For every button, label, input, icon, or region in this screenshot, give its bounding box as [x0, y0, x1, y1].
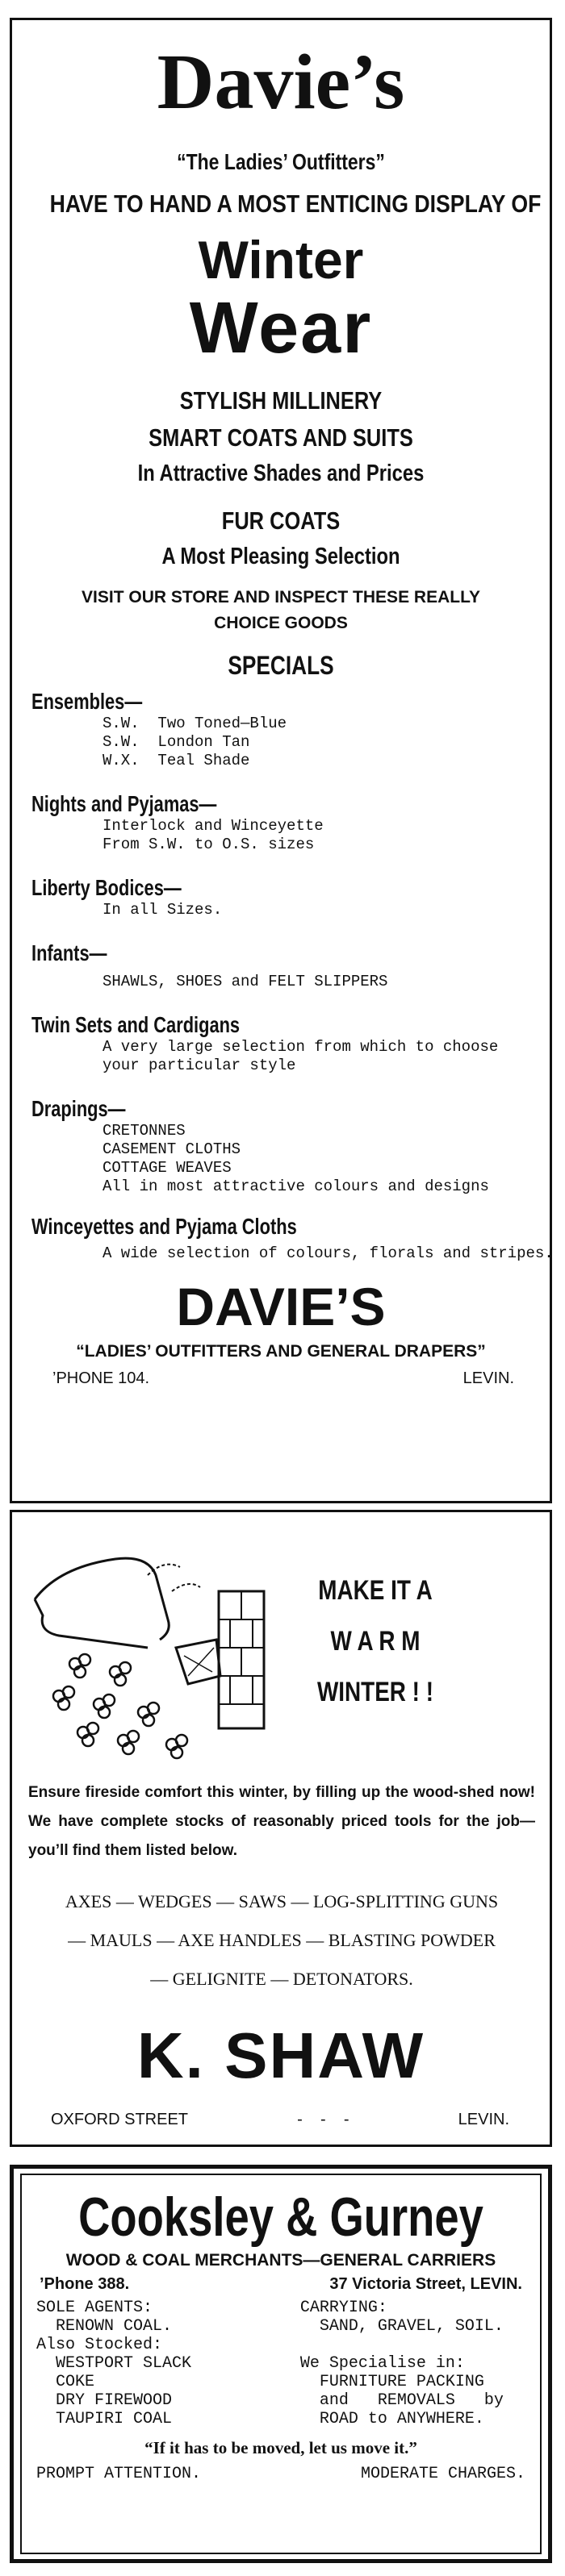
category-name: Infants—	[31, 940, 107, 965]
special-category	[31, 1214, 554, 1263]
category-line: W.X. Teal Shade	[103, 752, 250, 769]
davies-visit: VISIT OUR STORE AND INSPECT THESE REALLY	[82, 588, 480, 606]
special-category	[31, 1096, 550, 1196]
shaw-advert	[10, 1510, 552, 2147]
cooksley-footer-row	[36, 2465, 525, 2483]
shaw-body: Ensure fireside comfort this winter, by filling up the wood-shed now! We have complete stocks of reasonably priced tools for the job—you’ll find them listed below.	[28, 1784, 535, 1859]
davies-feature: In Attractive Shades and Prices	[137, 461, 425, 486]
sleeve-shape	[176, 1640, 220, 1684]
category-line: A wide selection of colours, florals and stripes.	[103, 1244, 554, 1262]
category-line: SHAWLS, SHOES and FELT SLIPPERS	[103, 973, 388, 990]
tools-line: — MAULS — AXE HANDLES — BLASTING POWDER	[68, 1930, 496, 1950]
special-category	[31, 875, 550, 919]
davies-wear: Wear	[189, 288, 373, 369]
shaw-town: LEVIN.	[458, 2111, 509, 2128]
category-line: S.W. Two Toned—Blue	[103, 715, 287, 732]
category-name: Twin Sets and Cardigans	[31, 1012, 241, 1037]
davies-title: Davie’s	[157, 39, 405, 126]
davies-visit-2: CHOICE GOODS	[214, 614, 348, 632]
davies-winter: Winter	[198, 230, 364, 290]
arm-shape	[35, 1599, 148, 1648]
hand-cuff-shape	[35, 1558, 169, 1640]
davies-footer-tagline: “LADIES’ OUTFITTERS AND GENERAL DRAPERS”	[76, 1342, 486, 1361]
davies-feature: SMART COATS AND SUITS	[149, 423, 413, 452]
special-category	[31, 791, 550, 854]
shaw-headline-line: W A R M	[330, 1626, 421, 1657]
left-line: Also Stocked:	[36, 2336, 163, 2354]
shaw-street: OXFORD STREET	[51, 2111, 189, 2128]
left-line: RENOWN COAL.	[36, 2317, 173, 2336]
shaw-headline	[287, 1575, 464, 1708]
category-line: A very large selection from which to choose	[103, 1038, 499, 1056]
right-line: FURNITURE PACKING	[299, 2373, 484, 2391]
shaw-tools	[23, 1891, 540, 1990]
davies-specials-list	[31, 689, 554, 1263]
shaw-footer-row	[51, 2111, 509, 2129]
davies-footer-name: DAVIE’S	[176, 1277, 386, 1336]
shaw-headline-line: WINTER ! !	[316, 1677, 434, 1707]
tools-line: AXES — WEDGES — SAWS — LOG-SPLITTING GUNS	[65, 1891, 499, 1911]
category-line: CASEMENT CLOTHS	[103, 1140, 241, 1158]
right-line: ROAD to ANYWHERE.	[299, 2410, 484, 2428]
shaw-name: K. SHAW	[136, 2020, 425, 2091]
left-line: DRY FIREWOOD	[36, 2391, 173, 2410]
cooksley-slogan: “If it has to be moved, let us move it.”	[144, 2438, 417, 2457]
category-line: From S.W. to O.S. sizes	[103, 836, 315, 853]
davies-tagline: “The Ladies’ Outfitters”	[177, 149, 385, 174]
cooksley-prompt: PROMPT ATTENTION.	[36, 2465, 202, 2483]
special-category	[31, 1012, 550, 1075]
right-line	[300, 2336, 540, 2354]
right-line: We Specialise in:	[299, 2354, 465, 2373]
category-line: CRETONNES	[103, 1122, 186, 1140]
cooksley-contact-row	[40, 2275, 522, 2294]
special-category	[31, 689, 550, 770]
category-line: S.W. London Tan	[103, 733, 250, 751]
davies-town: LEVIN.	[462, 1369, 514, 1387]
right-line: CARRYING:	[299, 2299, 387, 2317]
cooksley-subtitle: WOOD & COAL MERCHANTS—GENERAL CARRIERS	[65, 2251, 496, 2270]
shaw-headline-line: MAKE IT A	[318, 1575, 433, 1606]
fireside-illustration	[27, 1543, 269, 1785]
category-name: Drapings—	[31, 1096, 126, 1121]
category-line: All in most attractive colours and designs	[103, 1178, 489, 1195]
flower-pattern	[53, 1654, 187, 1758]
cooksley-columns	[36, 2299, 540, 2428]
davies-fur-sub: A Most Pleasing Selection	[161, 544, 400, 569]
category-line: COTTAGE WEAVES	[103, 1159, 232, 1177]
cooksley-moderate: MODERATE CHARGES.	[360, 2465, 525, 2483]
davies-phone: ’PHONE 104.	[52, 1369, 150, 1387]
cooksley-left-column	[36, 2299, 300, 2428]
left-line: WESTPORT SLACK	[36, 2354, 192, 2373]
category-name: Liberty Bodices—	[31, 875, 182, 900]
cooksley-address: 37 Victoria Street, LEVIN.	[329, 2275, 522, 2293]
right-line: and REMOVALS by	[299, 2391, 504, 2410]
tools-line: — GELIGNITE — DETONATORS.	[150, 1969, 413, 1989]
left-line: SOLE AGENTS:	[36, 2299, 153, 2317]
category-name: Ensembles—	[31, 689, 143, 714]
cooksley-advert	[10, 2165, 552, 2563]
special-category	[31, 940, 550, 991]
cooksley-right-column	[300, 2299, 540, 2428]
shaw-dots: - - -	[297, 2111, 349, 2128]
davies-footer-row	[52, 1369, 514, 1388]
right-line: SAND, GRAVEL, SOIL.	[299, 2317, 504, 2336]
davies-feature: STYLISH MILLINERY	[179, 386, 383, 415]
davies-specials: SPECIALS	[228, 651, 334, 680]
cooksley-inner-frame	[20, 2174, 542, 2554]
davies-lead: HAVE TO HAND A MOST ENTICING DISPLAY OF	[49, 190, 542, 218]
davies-fur-coats: FUR COATS	[221, 506, 341, 535]
cooksley-phone: ’Phone 388.	[40, 2275, 130, 2293]
category-line: your particular style	[103, 1057, 296, 1074]
left-line: TAUPIRI COAL	[36, 2410, 173, 2428]
davies-advert	[10, 18, 552, 1503]
category-name: Winceyettes and Pyjama Cloths	[31, 1214, 297, 1239]
left-line: COKE	[36, 2373, 95, 2391]
cooksley-name: Cooksley & Gurney	[78, 2186, 483, 2248]
category-name: Nights and Pyjamas—	[31, 791, 217, 816]
category-line: In all Sizes.	[103, 901, 223, 919]
category-line: Interlock and Winceyette	[103, 817, 324, 835]
